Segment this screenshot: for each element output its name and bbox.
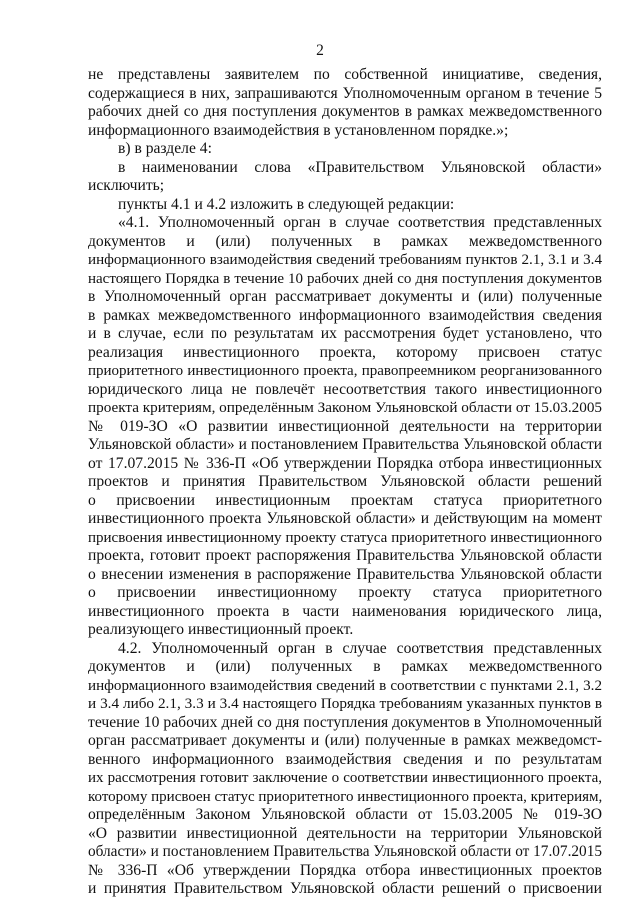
text-line: № 336-П «Об утверждении Порядка отбора инвестиционных проектов (88, 861, 602, 879)
text-line: области» и постановлением Правительства Ульяновской области от 17.07.2015 (88, 843, 602, 860)
text-line: в Уполномоченный орган рассматривает документы и (или) полученные (88, 288, 602, 305)
text-line: рабочих дней со дня поступления документов в рамках межведомственного (88, 103, 602, 120)
text-line: в наименовании слова «Правительством Ульяновской области» (118, 158, 602, 176)
text-line: от 17.07.2015 № 336-П «Об утверждении Порядка отбора инвестиционных (88, 454, 602, 472)
document-body (88, 66, 602, 899)
text-line: и принятия Правительством Ульяновской области решений о присвоении (88, 880, 602, 897)
text-line: о присвоении инвестиционным проектам статуса приоритетного (88, 491, 602, 509)
text-line: о присвоении инвестиционному проекту статуса приоритетного (88, 584, 602, 601)
text-line: настоящего Порядка в течение 10 рабочих дней со дня поступления документов (88, 270, 602, 287)
text-line: в рамках межведомственного информационного взаимодействия сведения (88, 306, 602, 324)
text-line: инвестиционного проекта Ульяновской области» и действующим на момент (88, 510, 602, 527)
text-line: юридического лица не повлечёт несоответствия такого инвестиционного (88, 380, 602, 398)
text-line: Ульяновской области» и постановлением Правительства Ульяновской области (88, 436, 602, 453)
text-line: «4.1. Уполномоченный орган в случае соответствия представленных (118, 214, 602, 231)
text-line: и 3.4 либо 2.1, 3.3 и 3.4 настоящего Порядка требованиям указанных пунктов в (88, 695, 602, 712)
text-line: венного информационного взаимодействия сведения и по результатам (88, 750, 602, 768)
text-line: реализация инвестиционного проекта, которому присвоен статус (88, 343, 602, 361)
text-line: содержащиеся в них, запрашиваются Уполномоченным органом в течение 5 (88, 84, 602, 102)
text-line: их рассмотрения готовит заключение о соответствии инвестиционного проекта, (88, 770, 602, 786)
text-line: инвестиционного проекта в части наименования юридического лица, (88, 602, 602, 620)
text-line: проектов и принятия Правительством Ульяновской области решений (88, 473, 602, 490)
text-line: и в случае, если по результатам их рассмотрения будет установлено, что (88, 325, 602, 342)
text-line: 4.2. Уполномоченный орган в случае соответствия представленных (118, 639, 602, 657)
text-line: пункты 4.1 и 4.2 изложить в следующей редакции: (118, 195, 455, 213)
text-line: течение 10 рабочих дней со дня поступления документов в Уполномоченный (88, 713, 602, 731)
text-line: информационного взаимодействия в установленном порядке.»; (88, 121, 509, 139)
text-line: документов и (или) полученных в рамках межведомственного (88, 232, 602, 250)
text-line: проекта критериям, определённым Законом Ульяновской области от 15.03.2005 (88, 399, 603, 416)
text-line: присвоения инвестиционному проекту статуса приоритетного инвестиционного (88, 529, 602, 546)
text-line: исключить; (88, 177, 165, 194)
text-line: «О развитии инвестиционной деятельности на территории Ульяновской (88, 824, 602, 842)
text-line: проекта, готовит проект распоряжения Правительства Ульяновской области (88, 547, 602, 564)
text-line: реализующего инвестиционный проект. (88, 621, 354, 638)
text-line: информационного взаимодействия сведений требованиям пунктов 2.1, 3.1 и 3.4 (88, 252, 602, 268)
text-line: орган рассматривает документы и (или) полученные в рамках межведомст- (88, 732, 602, 749)
text-line: о внесении изменения в распоряжение Правительства Ульяновской области (88, 565, 602, 583)
text-line: приоритетного инвестиционного проекта, правопреемником реорганизованного (88, 363, 602, 379)
text-line: № 019-ЗО «О развитии инвестиционной деятельности на территории (88, 417, 602, 435)
text-line: в) в разделе 4: (118, 140, 212, 157)
text-line: документов и (или) полученных в рамках межведомственного (88, 658, 602, 675)
text-line: информационного взаимодействия сведений в соответствии с пунктами 2.1, 3.2 (88, 677, 602, 694)
text-line: не представлены заявителем по собственной инициативе, сведения, (88, 66, 602, 83)
text-line: определённым Законом Ульяновской области от 15.03.2005 № 019-ЗО (88, 806, 602, 823)
page-number: 2 (316, 42, 324, 59)
text-line: которому присвоен статус приоритетного инвестиционного проекта, критериям, (88, 788, 603, 805)
